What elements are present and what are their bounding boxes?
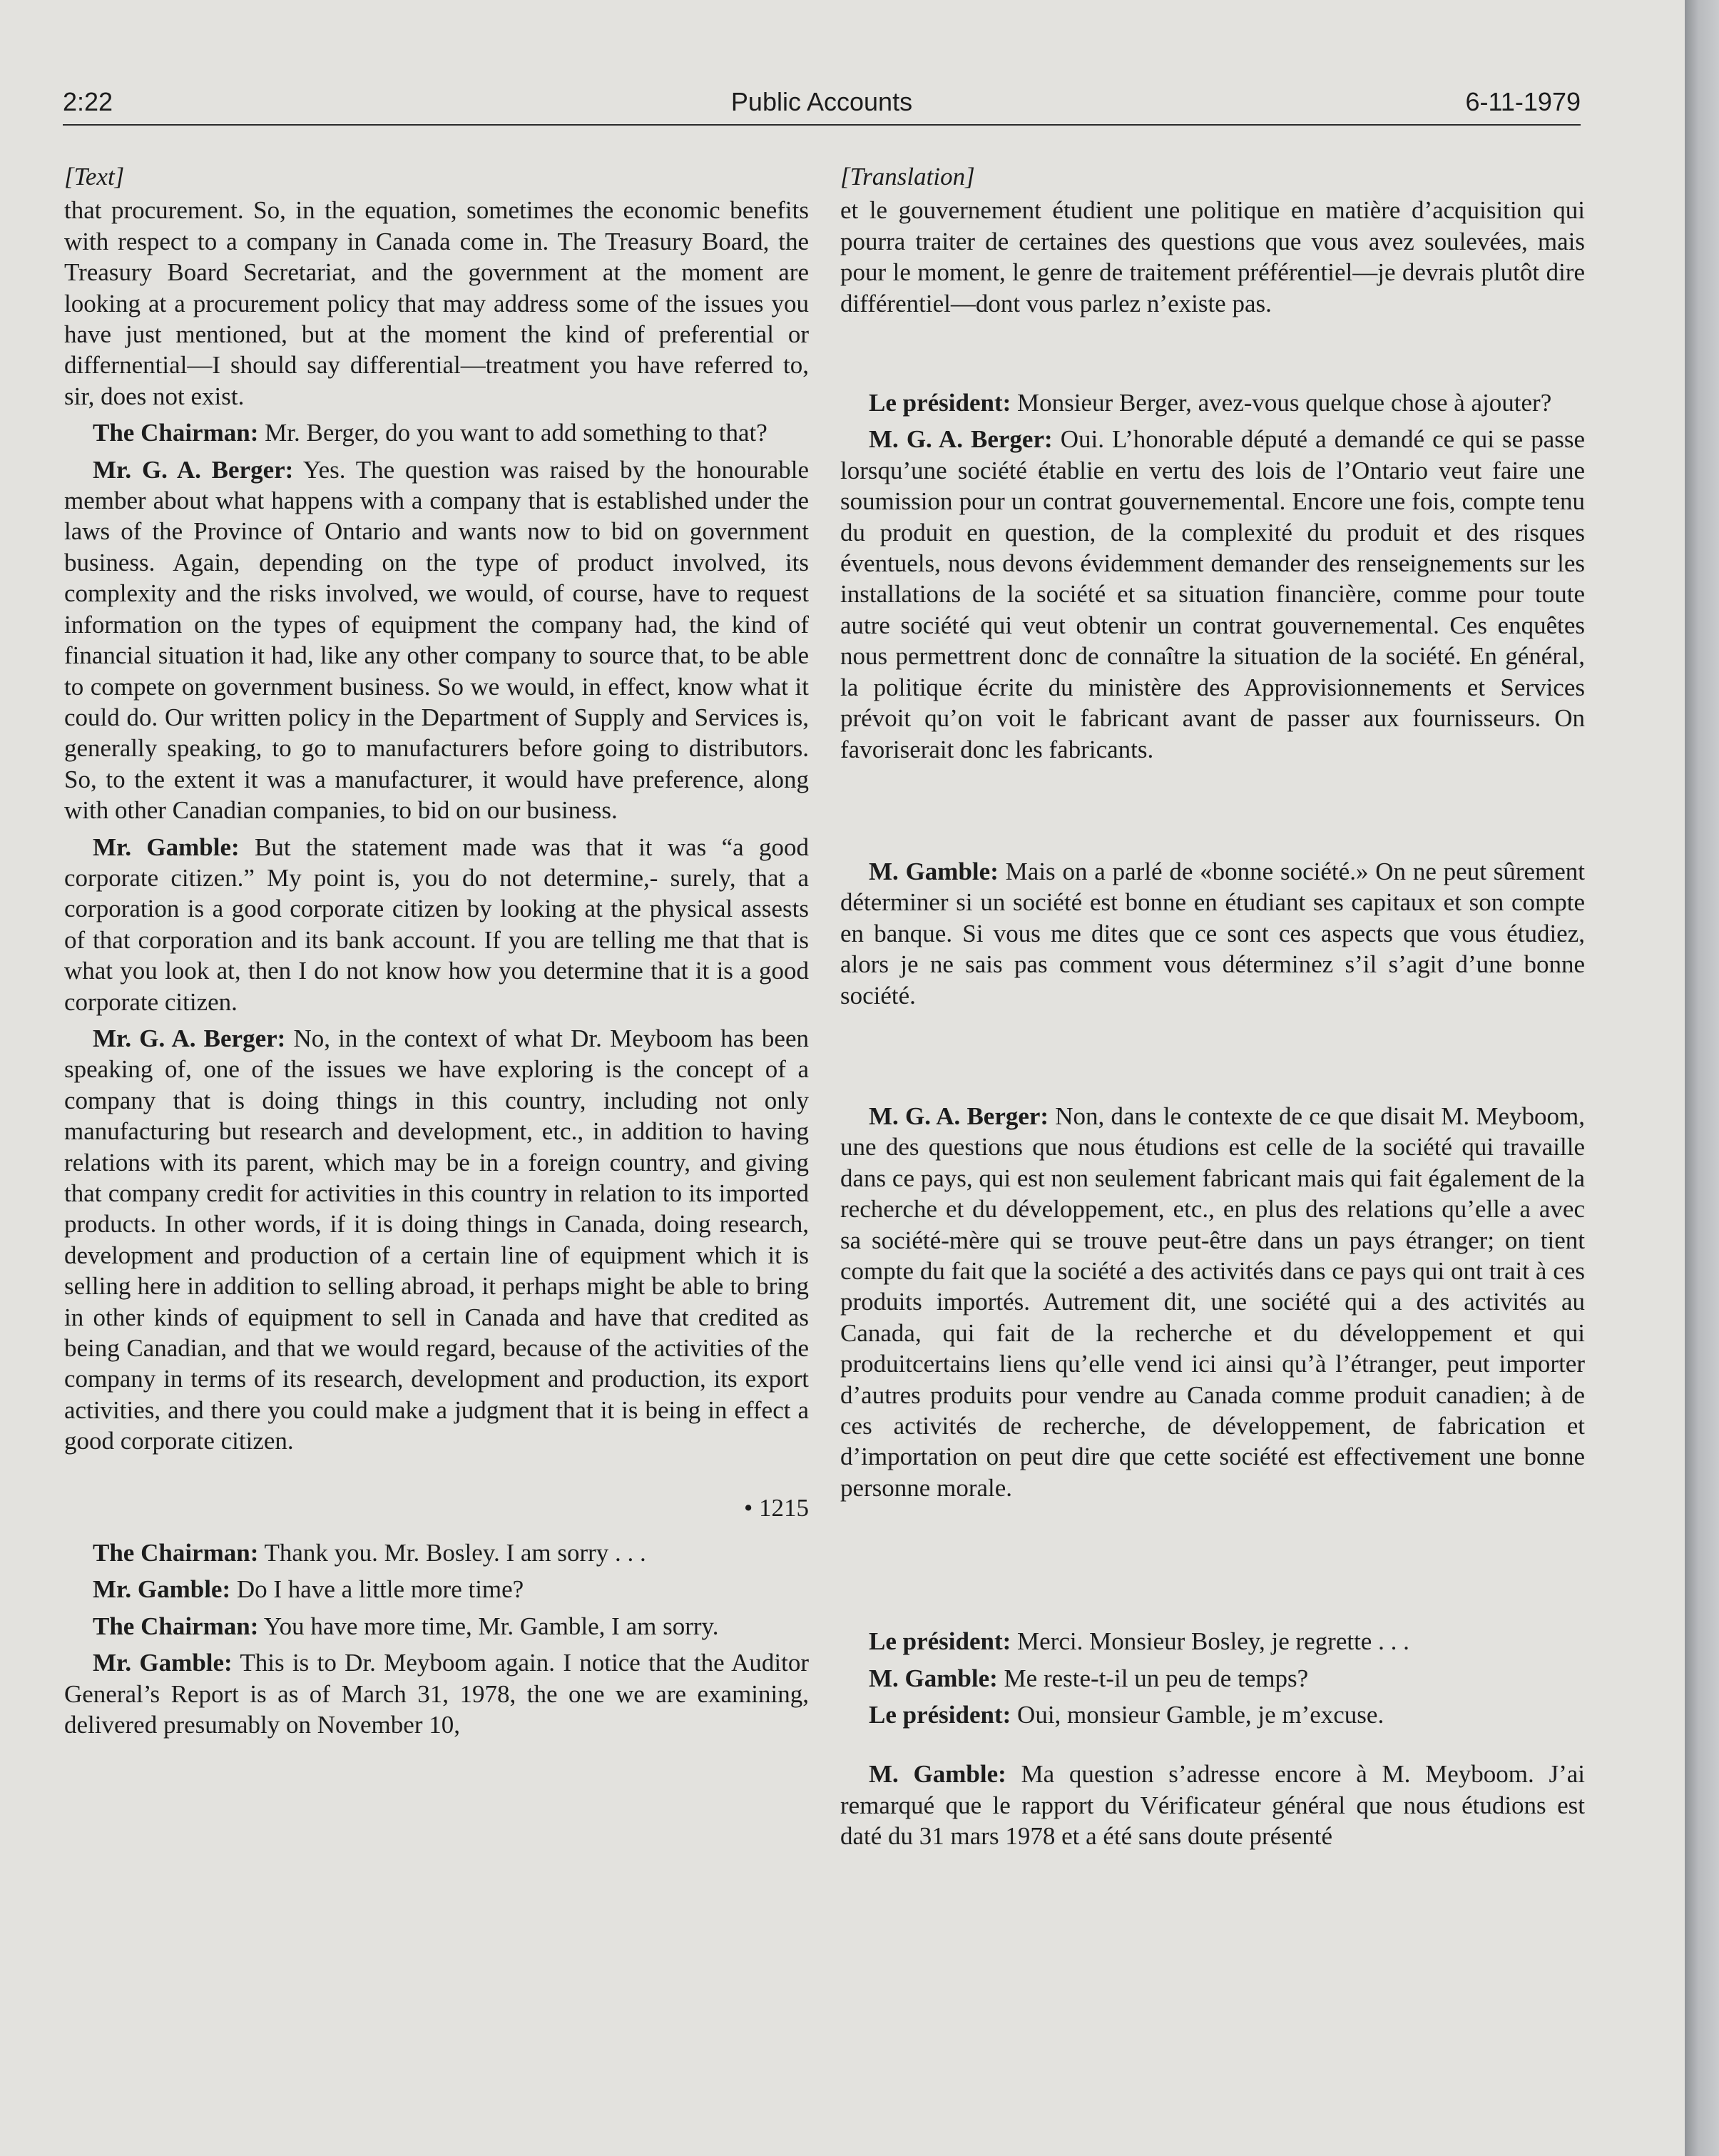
header-rule: [63, 124, 1581, 126]
paragraph: Le président: Merci. Monsieur Bosley, je regrette . . .: [869, 1627, 1409, 1656]
publication-title: Public Accounts: [730, 87, 913, 116]
paragraph: The Chairman: Mr. Berger, do you want to add something to that?: [93, 419, 767, 447]
paragraph: M. G. A. Berger: Oui. L’honorable député a demandé ce qui se passe lorsqu’une société établie en vertu des lois de l’Ontario veut faire une soumission pour un contrat gouvernemental. Encore une fois, compte tenu du produit en question, de la complexité du produit et des risques éventuels, nous devons évidemment demander des renseignements sur les installations de la société et sa situation financière, comme pour toute autre société qui veut obtenir un contrat gouvernemental. Ces enquêtes nous permettrent donc de connaître la situation de la société. En général, la politique écrite du ministère des Approvisionnements et Services prévoit qu’on voit le fabricant avant de passer aux fournisseurs. On favoriserait donc les fabricants.: [840, 425, 1585, 763]
language-label-translation: [Translation]: [840, 163, 975, 190]
spacer: [840, 771, 1585, 856]
paragraph: M. Gamble: Me reste-t-il un peu de temps?: [869, 1664, 1309, 1692]
speaker-name: M. Gamble:: [869, 1664, 998, 1692]
speaker-name: Mr. Gamble:: [93, 1649, 233, 1677]
speaker-name: The Chairman:: [93, 1539, 259, 1567]
paragraph: Mr. Gamble: Do I have a little more time?: [93, 1575, 524, 1604]
paragraph: Mr. G. A. Berger: No, in the context of what Dr. Meyboom has been speaking of, one of the issues we have exploring is the concept of a company that is doing things in this country, including not only manufacturing but research and development, etc., in addition to having relations with its parent, which may be in a foreign country, and giving that company credit for activities in this country in relation to its imported products. In other words, if it is doing things in Canada, doing research, development and production of a certain line of equipment which it is selling here in addition to selling abroad, it perhaps might be able to bring in other kinds of equipment to sell in Canada and have that credited as being Canadian, and that we would regard, because of the activities of the company in terms of its research, development and production, its export activities, and there you could make a judgment that it is being in effect a good corporate citizen.: [64, 1024, 809, 1455]
speaker-name: M. G. A. Berger:: [869, 1102, 1049, 1130]
spacer: [840, 1017, 1585, 1101]
paragraph: M. G. A. Berger: Non, dans le contexte de ce que disait M. Meyboom, une des questions que nous étudions est celle de la société qui travaille dans ce pays, qui est non seulement fabricant mais qui fait également de la recherche et du développement, etc., en plus des relations qu’elle a avec sa société-mère qui se trouve peut-être dans un pays étranger; on tient compte du fait que la société a des activités dans ce pays qui ont trait à ces produits importés. Autrement dit, une société qui a des activités au Canada, qui fait de la recherche et du développement et qui produitcertains liens qu’elle vend ici ainsi qu’à l’étranger, peut importer d’autres produits pour vendre au Canada comme produit canadien; à de ces activités de recherche, de développement, de fabrication et d’importation on peut dire que cette société est effectivement une bonne personne morale.: [840, 1102, 1585, 1502]
paragraph: Le président: Monsieur Berger, avez-vous quelque chose à ajouter?: [869, 389, 1552, 417]
spacer: [840, 1509, 1585, 1626]
paragraph: M. Gamble: Ma question s’adresse encore à M. Meyboom. J’ai remarqué que le rapport du Vérificateur général que nous étudions est daté du 31 mars 1978 et a été sans doute présenté: [840, 1760, 1585, 1851]
paragraph: The Chairman: Thank you. Mr. Bosley. I am sorry . . .: [93, 1539, 646, 1567]
header-date: 6-11-1979: [1465, 87, 1581, 116]
english-column: [64, 161, 809, 1746]
paragraph: Mr. Gamble: But the statement made was that it was “a good corporate citizen.” My point is, you do not determine,- surely, that a corporation is a good corporate citizen by looking at the physical assests of that corporation and its bank account. If you are telling me that that is what you look at, then I do not know how you determine that it is a good corporate citizen.: [64, 833, 809, 1016]
speaker-name: Mr. Gamble:: [93, 833, 240, 861]
paragraph: Mr. Gamble: This is to Dr. Meyboom again. I notice that the Auditor General’s Report is as of March 31, 1978, the one we are examining, delivered presumably on November 10,: [64, 1649, 809, 1739]
paragraph: Le président: Oui, monsieur Gamble, je m’excuse.: [869, 1701, 1384, 1729]
page-header: [63, 87, 1581, 123]
language-label-text: [Text]: [64, 163, 125, 190]
paragraph: et le gouvernement étudient une politique en matière d’acquisition qui pourra traiter de certaines des questions que vous avez soulevées, mais pour le moment, le genre de traitement préférentiel—je devrais plutôt dire différentiel—dont vous parlez n’existe pas.: [840, 196, 1585, 317]
speaker-name: Le président:: [869, 389, 1011, 417]
paragraph: M. Gamble: Mais on a parlé de «bonne société.» On ne peut sûrement déterminer si un société est bonne en étudiant ses capitaux et son compte en banque. Si vous me dites que ce sont ces aspects que vous étudiez, alors je ne sais pas comment vous déterminez s’il s’agit d’une bonne société.: [840, 857, 1586, 1010]
spacer: [840, 325, 1585, 387]
speaker-name: M. G. A. Berger:: [869, 425, 1053, 454]
book-spine-edge: [1685, 0, 1719, 2156]
speaker-name: Le président:: [869, 1701, 1011, 1729]
speaker-name: M. Gamble:: [869, 857, 999, 885]
paragraph: that procurement. So, in the equation, sometimes the economic benefits with respect to a company in Canada come in. The Treasury Board, the Treasury Board Secretariat, and the government at the moment are looking at a procurement policy that may address some of the issues you have just mentioned, but at the moment the kind of preferential or differnential—I should say differential—treatment you have referred to, sir, does not exist.: [64, 196, 809, 410]
speaker-name: M. Gamble:: [869, 1760, 1006, 1789]
page-number: 2:22: [63, 87, 113, 116]
french-column: [840, 161, 1585, 1858]
time-marker: • 1215: [743, 1493, 809, 1522]
speaker-name: The Chairman:: [93, 419, 259, 447]
speaker-name: Mr. G. A. Berger:: [93, 455, 294, 484]
spacer: [840, 1736, 1585, 1759]
speaker-name: Le président:: [869, 1627, 1011, 1656]
speaker-name: Mr. G. A. Berger:: [93, 1024, 286, 1052]
paragraph: Mr. G. A. Berger: Yes. The question was raised by the honourable member about what happens with a company that is established under the laws of the Province of Ontario and wants now to bid on government business. Again, depending on the type of product involved, its complexity and the risks involved, we would, of course, have to request information on the types of equipment the company had, the kind of financial situation it had, like any other company to source that, to be able to compete on government business. So we would, in effect, know what it could do. Our written policy in the Department of Supply and Services is, generally speaking, to go to manufacturers before going to distributors. So, to the extent it was a manufacturer, it would have preference, along with other Canadian companies, to bid on our business.: [64, 455, 809, 825]
speaker-name: The Chairman:: [93, 1612, 259, 1640]
speaker-name: Mr. Gamble:: [93, 1575, 231, 1604]
paragraph: The Chairman: You have more time, Mr. Gamble, I am sorry.: [93, 1612, 719, 1640]
